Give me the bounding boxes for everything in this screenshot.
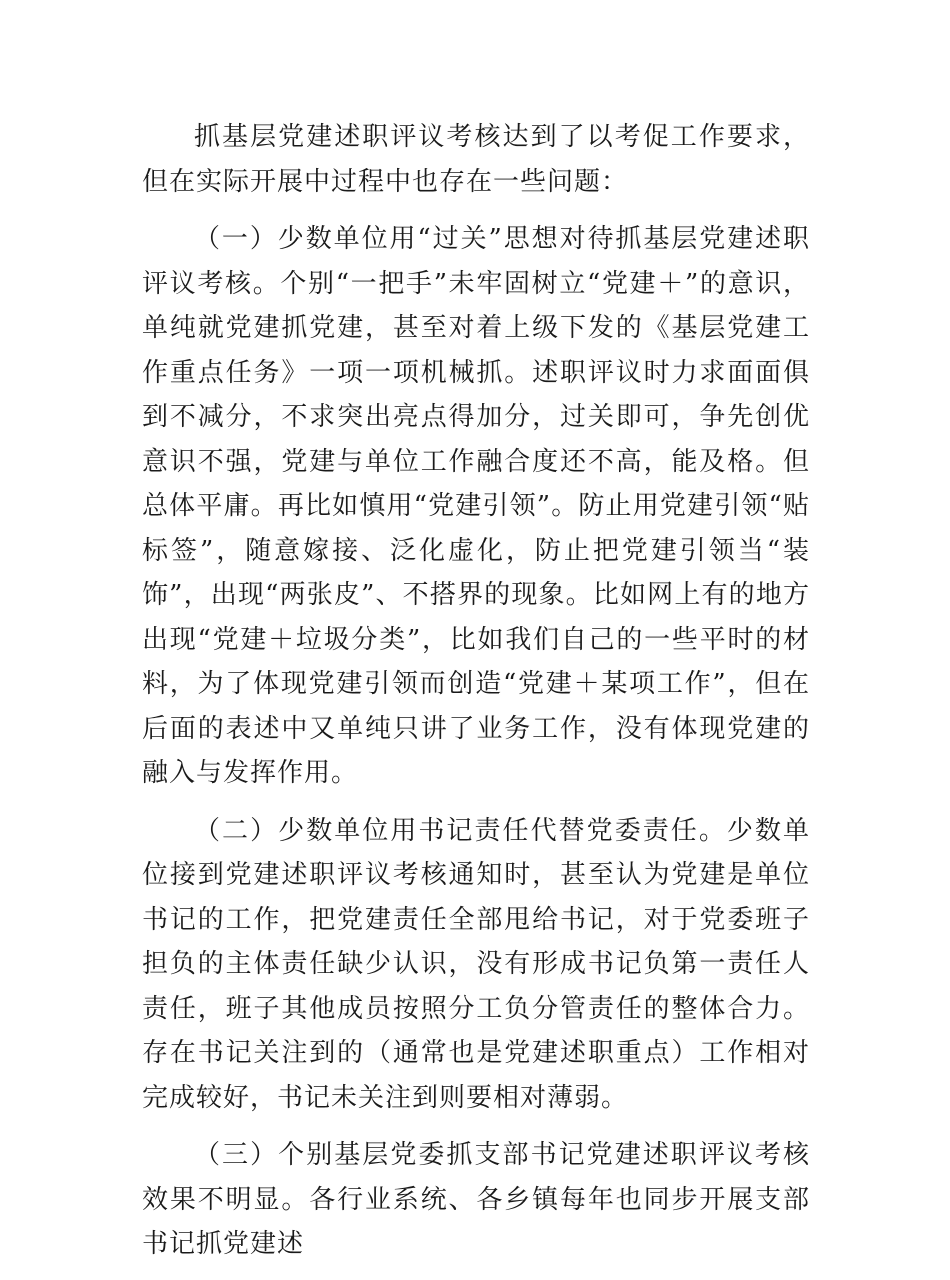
document-body [142, 115, 810, 1280]
paragraph-intro: 抓基层党建述职评议考核达到了以考促工作要求，但在实际开展中过程中也存在一些问题： [142, 122, 810, 197]
paragraph-issue-1: （一）少数单位用“过关”思想对待抓基层党建述职评议考核。个别“一把手”未牢固树立“党建＋”的意识，单纯就党建抓党建，甚至对着上级下发的《基层党建工作重点任务》一项一项机械抓。述职评议时力求面面俱到不减分，不求突出亮点得加分，过关即可，争先创优意识不强，党建与单位工作融合度还不高，能及格。但总体平庸。再比如慎用“党建引领”。防止用党建引领“贴标签”，随意嫁接、泛化虚化，防止把党建引领当“装饰”，出现“两张皮”、不搭界的现象。比如网上有的地方出现“党建＋垃圾分类”，比如我们自己的一些平时的材料，为了体现党建引领而创造“党建＋某项工作”，但在后面的表述中又单纯只讲了业务工作，没有体现党建的融入与发挥作用。 [142, 224, 810, 788]
paragraph-issue-2: （二）少数单位用书记责任代替党委责任。少数单位接到党建述职评议考核通知时，甚至认为党建是单位书记的工作，把党建责任全部甩给书记，对于党委班子担负的主体责任缺少认识，没有形成书记负第一责任人责任，班子其他成员按照分工负分管责任的整体合力。存在书记关注到的（通常也是党建述职重点）工作相对完成较好，书记未关注到则要相对薄弱。 [142, 815, 810, 1113]
paragraph-issue-3: （三）个别基层党委抓支部书记党建述职评议考核效果不明显。各行业系统、各乡镇每年也同步开展支部书记抓党建述 [142, 1140, 810, 1259]
